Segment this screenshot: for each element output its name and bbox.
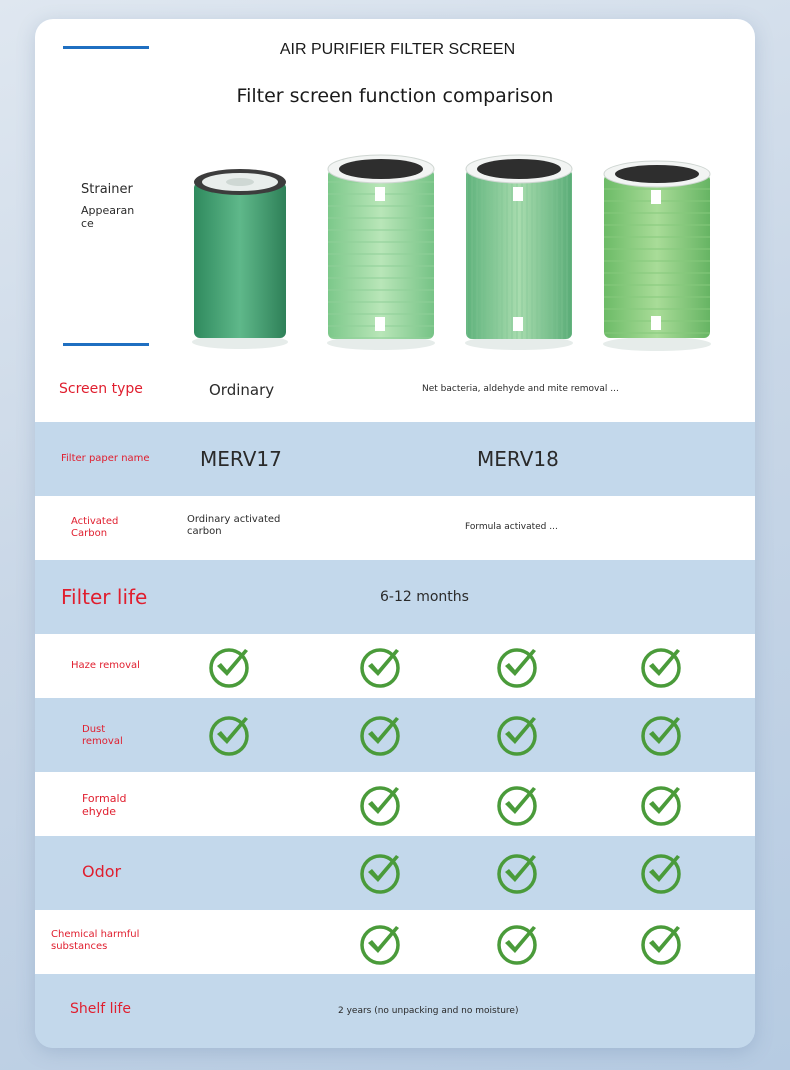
check-icon [359, 713, 403, 757]
check-icon [208, 713, 252, 757]
check-icon [496, 922, 540, 966]
activated-carbon-row [35, 496, 755, 560]
filter-life-row [35, 561, 755, 633]
haze-removal-label: Haze removal [71, 660, 140, 671]
accent-line-bottom [63, 343, 149, 346]
check-icon [640, 922, 684, 966]
appearance-label-line3: ce [81, 217, 94, 230]
check-icon [640, 645, 684, 689]
check-icon [640, 783, 684, 827]
filter-paper-label: Filter paper name [61, 453, 150, 464]
activated-carbon-ordinary-line2: carbon [187, 526, 222, 537]
filter-image-premium-2 [463, 147, 575, 353]
check-icon [208, 645, 252, 689]
chemical-label-line2: substances [51, 941, 108, 952]
odor-label: Odor [82, 862, 122, 881]
check-icon [496, 783, 540, 827]
check-icon [359, 851, 403, 895]
screen-type-ordinary: Ordinary [209, 381, 275, 399]
shelf-life-value: 2 years (no unpacking and no moisture) [338, 1006, 519, 1016]
filter-image-ordinary [190, 164, 290, 354]
check-icon [496, 645, 540, 689]
shelf-life-row [35, 975, 755, 1048]
screen-type-premium: Net bacteria, aldehyde and mite removal ... [422, 384, 619, 394]
shelf-life-label: Shelf life [70, 1001, 131, 1017]
page-title: AIR PURIFIER FILTER SCREEN [279, 41, 516, 58]
chemical-label: Chemical harmful [51, 929, 140, 940]
filter-life-label: Filter life [61, 585, 148, 609]
check-icon [496, 713, 540, 757]
dust-removal-label-line2: removal [82, 736, 123, 747]
dust-removal-label: Dust [82, 724, 106, 735]
filter-paper-ordinary: MERV17 [200, 447, 282, 471]
activated-carbon-label-line2: Carbon [71, 528, 108, 539]
check-icon [359, 922, 403, 966]
activated-carbon-label: Activated [71, 516, 119, 527]
filter-paper-row [35, 423, 755, 495]
screen-type-label: Screen type [59, 381, 143, 397]
activated-carbon-ordinary: Ordinary activated [187, 514, 281, 525]
check-icon [496, 851, 540, 895]
check-icon [359, 645, 403, 689]
appearance-label-line2: Appearan [81, 204, 135, 217]
check-icon [640, 713, 684, 757]
formaldehyde-label: Formald [82, 792, 127, 805]
comparison-card [35, 19, 755, 1048]
check-icon [359, 783, 403, 827]
filter-image-premium-1 [325, 147, 437, 353]
check-icon [640, 851, 684, 895]
page-subtitle: Filter screen function comparison [236, 85, 554, 107]
appearance-label: Strainer [81, 182, 133, 197]
activated-carbon-premium: Formula activated ... [465, 522, 558, 532]
filter-life-value: 6-12 months [380, 589, 469, 605]
filter-image-premium-3 [601, 154, 713, 354]
formaldehyde-label-line2: ehyde [82, 805, 116, 818]
appearance-section [35, 19, 755, 422]
filter-paper-premium: MERV18 [477, 447, 559, 471]
